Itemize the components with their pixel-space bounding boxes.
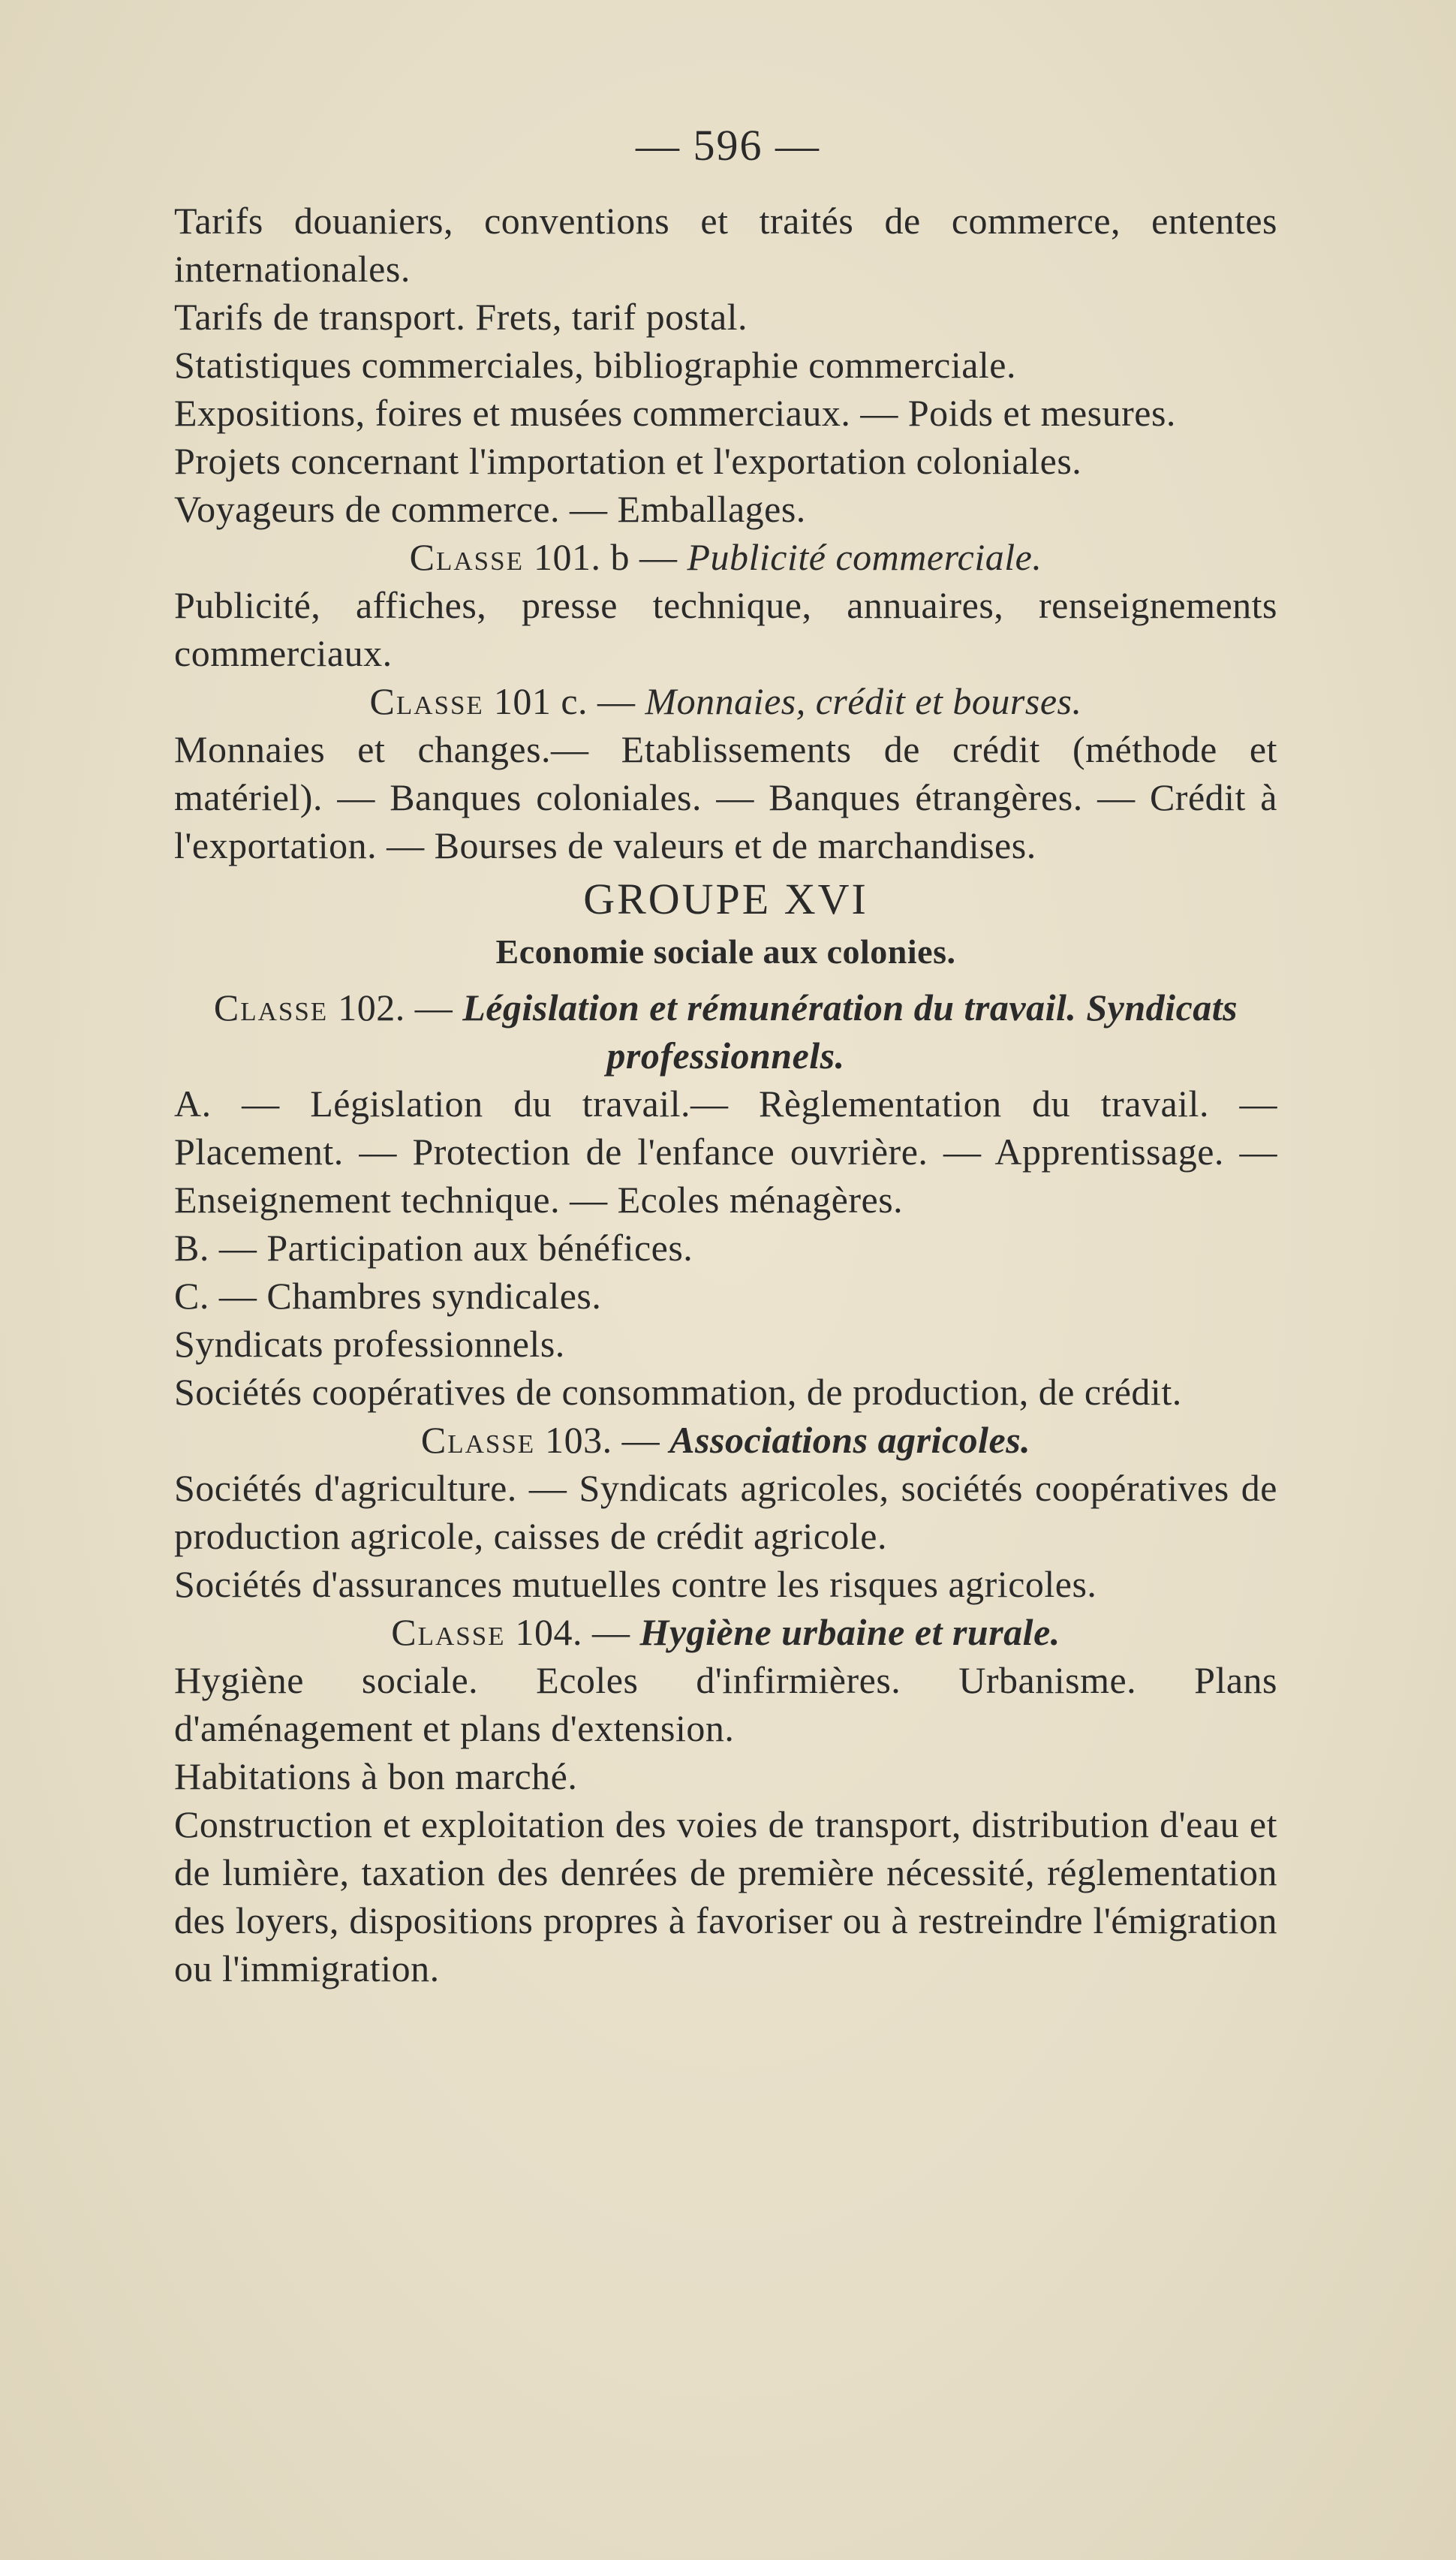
class-label: Classe <box>369 680 484 722</box>
class-label: Classe <box>391 1611 506 1653</box>
class-number: 101. b — <box>533 536 678 578</box>
class-title: Monnaies, crédit et bourses. <box>645 680 1082 722</box>
page-number: — 596 — <box>636 121 820 170</box>
group-title: GROUPE XVI <box>583 875 868 923</box>
class-heading <box>174 677 1277 725</box>
class-label: Classe <box>409 536 524 578</box>
paragraph: Monnaies et changes.— Etablissements de crédit (méthode et matériel). — Banques coloniales. — Banques étrangères. — Crédit à l'exportation. — Bourses de valeurs et de marchandises. <box>174 728 1277 866</box>
paragraph: Habitations à bon marché. <box>174 1755 578 1797</box>
group-subtitle: Economie sociale aux colonies. <box>495 932 956 971</box>
paragraph: Syndicats professionnels. <box>174 1323 565 1365</box>
class-heading <box>174 533 1277 581</box>
class-label: Classe <box>420 1419 536 1461</box>
text-column <box>174 197 1277 1992</box>
class-number: 103. — <box>545 1419 660 1461</box>
class-number: 102. — <box>338 986 453 1029</box>
paragraph: Tarifs douaniers, conventions et traités de commerce, ententes internationales. <box>174 200 1277 290</box>
class-title: Législation et rémunération du travail. Syndicats professionnels. <box>462 986 1238 1077</box>
class-number: 101 c. — <box>493 680 636 722</box>
paragraph: Construction et exploitation des voies de transport, distribution d'eau et de lumière, taxation des denrées de première nécessité, réglementation des loyers, dispositions propres à favoriser ou à restreindre l'émigration ou l'immigration. <box>174 1803 1277 1989</box>
class-heading <box>174 983 1277 1080</box>
paragraph: Sociétés d'assurances mutuelles contre les risques agricoles. <box>174 1563 1097 1605</box>
paragraph: Publicité, affiches, presse technique, annuaires, renseignements commerciaux. <box>174 584 1277 674</box>
paragraph: C. — Chambres syndicales. <box>174 1275 602 1317</box>
paragraph: Sociétés d'agriculture. — Syndicats agricoles, sociétés coopératives de production agricole, caisses de crédit agricole. <box>174 1467 1277 1557</box>
class-title: Associations agricoles. <box>669 1419 1031 1461</box>
paragraph: Expositions, foires et musées commerciaux. — Poids et mesures. <box>174 392 1176 434</box>
paragraph: Statistiques commerciales, bibliographie commerciale. <box>174 344 1016 386</box>
paragraph: Tarifs de transport. Frets, tarif postal. <box>174 296 748 338</box>
class-heading <box>174 1608 1277 1656</box>
paragraph: B. — Participation aux bénéfices. <box>174 1227 693 1269</box>
class-title: Publicité commerciale. <box>687 536 1042 578</box>
class-label: Classe <box>213 986 329 1029</box>
paragraph: Sociétés coopératives de consommation, de production, de crédit. <box>174 1371 1182 1413</box>
paragraph: A. — Législation du travail.— Règlementation du travail. — Placement. — Protection de l'enfance ouvrière. — Apprentissage. — Enseignement technique. — Ecoles ménagères. <box>174 1083 1277 1221</box>
class-title: Hygiène urbaine et rurale. <box>639 1611 1060 1653</box>
class-heading <box>174 1416 1277 1464</box>
class-number: 104. — <box>515 1611 630 1653</box>
paragraph: Projets concernant l'importation et l'exportation coloniales. <box>174 440 1082 482</box>
paragraph: Voyageurs de commerce. — Emballages. <box>174 488 806 530</box>
paragraph: Hygiène sociale. Ecoles d'infirmières. Urbanisme. Plans d'aménagement et plans d'extension. <box>174 1659 1277 1749</box>
